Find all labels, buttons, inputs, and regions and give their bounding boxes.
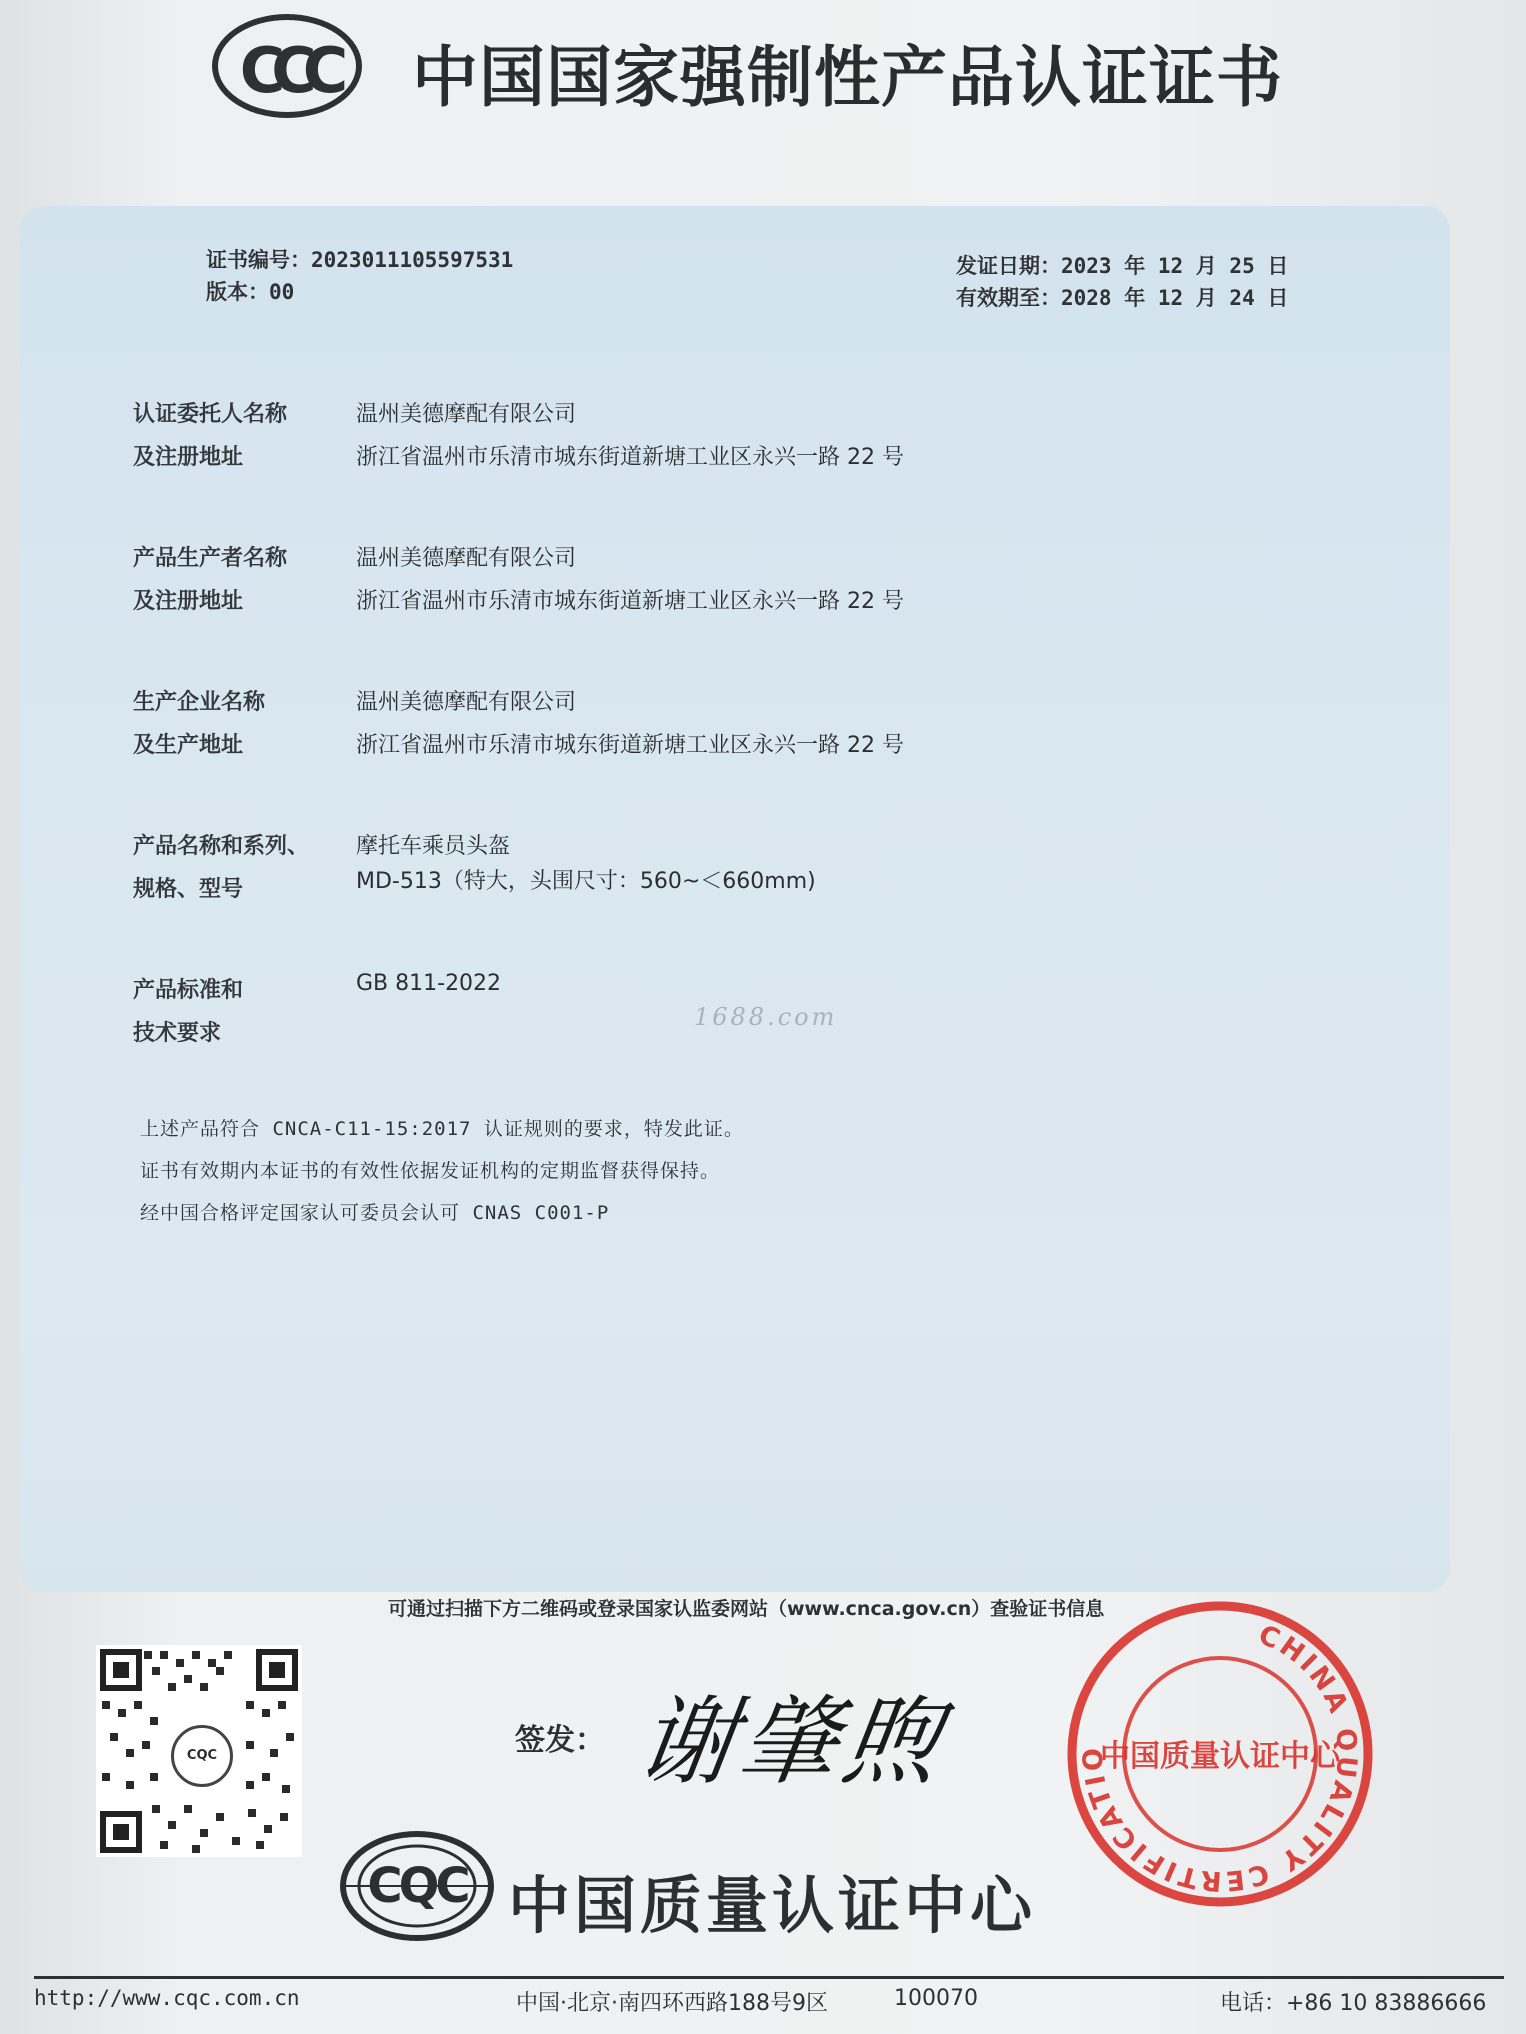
qr-center-logo: CQC xyxy=(171,1725,233,1787)
cert-version: 版本：00 xyxy=(206,280,295,304)
signature-label: 签发： xyxy=(515,1723,605,1758)
organization-name: 中国质量认证中心 xyxy=(508,1869,1037,1942)
verification-note: 可通过扫描下方二维码或登录国家认监委网站（www.cnca.gov.cn）查验证书信息 xyxy=(388,1598,1105,1620)
qr-finder-pattern xyxy=(256,1649,298,1691)
cqc-logo-text: CQC xyxy=(367,1858,467,1914)
footer-phone: 电话：+86 10 83886666 xyxy=(1220,1991,1487,2016)
statement-line: 经中国合格评定国家认可委员会认可 CNAS C001-P xyxy=(140,1202,610,1224)
field-value: 浙江省温州市乐清市城东街道新塘工业区永兴一路 22 号 xyxy=(356,589,904,614)
footer-postcode: 100070 xyxy=(894,1986,978,2011)
field-label: 产品标准和 xyxy=(133,978,244,1003)
seal-ring-text: CHINA QUALITY CERTIFICATIO xyxy=(1077,1619,1363,1897)
official-seal xyxy=(1060,1594,1380,1914)
ccc-logo-text: CCC xyxy=(239,34,335,107)
field-label: 规格、型号 xyxy=(133,877,244,902)
field-value: 温州美德摩配有限公司 xyxy=(356,402,577,427)
signature: 谢肇煦 xyxy=(631,1686,953,1798)
ccc-logo xyxy=(212,14,362,118)
seal-inner-text: 中国质量认证中心 xyxy=(1100,1739,1340,1774)
certificate-title: 中国国家强制性产品认证证书 xyxy=(412,39,1283,116)
field-value: 温州美德摩配有限公司 xyxy=(356,546,577,571)
issue-date: 发证日期：2023 年 12 月 25 日 xyxy=(956,254,1289,278)
field-label: 及注册地址 xyxy=(133,589,244,614)
statement-line: 上述产品符合 CNCA-C11-15:2017 认证规则的要求，特发此证。 xyxy=(140,1118,744,1140)
qr-code[interactable] xyxy=(96,1645,302,1857)
statement-line: 证书有效期内本证书的有效性依据发证机构的定期监督获得保持。 xyxy=(140,1160,721,1182)
footer-website[interactable]: http://www.cqc.com.cn xyxy=(34,1986,300,2010)
field-value: 浙江省温州市乐清市城东街道新塘工业区永兴一路 22 号 xyxy=(356,445,904,470)
field-value: MD-513（特大，头围尺寸：560~＜660mm) xyxy=(356,869,816,894)
field-value: 温州美德摩配有限公司 xyxy=(356,690,577,715)
field-label: 技术要求 xyxy=(133,1021,222,1046)
cert-number: 证书编号：2023011105597531 xyxy=(206,248,514,272)
field-label: 产品生产者名称 xyxy=(133,546,288,571)
qr-finder-pattern xyxy=(100,1811,142,1853)
field-label: 产品名称和系列、 xyxy=(133,834,310,859)
footer-divider xyxy=(34,1976,1504,1979)
cqc-logo xyxy=(338,1830,496,1942)
field-label: 生产企业名称 xyxy=(133,690,266,715)
field-label: 认证委托人名称 xyxy=(133,402,288,427)
valid-until: 有效期至：2028 年 12 月 24 日 xyxy=(956,286,1289,310)
field-label: 及注册地址 xyxy=(133,445,244,470)
field-value: 摩托车乘员头盔 xyxy=(356,834,511,859)
qr-finder-pattern xyxy=(100,1649,142,1691)
field-value: GB 811-2022 xyxy=(356,971,502,996)
watermark: 1688.com xyxy=(694,1003,838,1031)
footer-address: 中国·北京·南四环西路188号9区 xyxy=(516,1991,828,2016)
field-value: 浙江省温州市乐清市城东街道新塘工业区永兴一路 22 号 xyxy=(356,733,904,758)
field-label: 及生产地址 xyxy=(133,733,244,758)
